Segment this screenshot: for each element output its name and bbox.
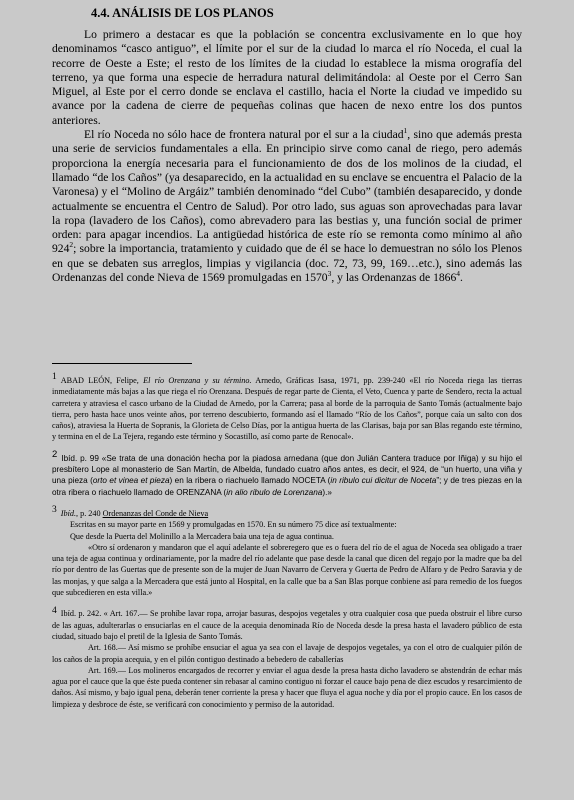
- footnotes: [52, 372, 522, 720]
- footnote-3-ordinance-title: Ordenanzas del Conde de Nieva: [102, 508, 209, 518]
- footnote-1-work: El río Orenzana y su término.: [143, 376, 252, 385]
- footnote-2: [52, 449, 522, 498]
- footnote-3: [52, 505, 522, 598]
- footnote-4-art-168: Art. 168.— Así mismo se prohíbe ensuciar el agua ya sea con el lavaje de despojos vegetales, ya con el otro de cualquier pilón de los caños de la propia acequia, y en el pilón contiguo destinado a bebedero de caballerías: [52, 643, 522, 664]
- footnote-3-page: , p. 240: [76, 508, 103, 518]
- footnote-1-author: ABAD LEÓN, Felipe,: [60, 376, 144, 385]
- footnote-ref-3[interactable]: 3: [327, 269, 332, 279]
- footnote-3-quote: «Otro sí ordenaron y mandaron que el aquí adelante el sobreregero que es o fuera del río de el agua de Noceda sea obligado a traer una teja de agua continua y ordinariamente, por la madre del río adelante que pase desde la canal que dicen del regajo por la madre que ba del río por dentro de las Guertas que de presente son de la mujer de Juan Navarro de Cervera y Guerta de Pedro de Alfaro y de Pedro Saravia y de las monjas, y que salga a la Mercadera que está junto al Hospital, en la calle que ba a San Blas porque conbiene así para remedio de los fuegos que subcedieren en esta villa.»: [52, 542, 522, 598]
- footnote-ref-2[interactable]: 2: [69, 240, 74, 250]
- paragraph-1: Lo primero a destacar es que la población se concentra exclusivamente en lo que hoy denominamos “casco antiguo”, el límite por el sur de la ciudad lo marca el río Noceda, el cual la recorre de Oeste a Este; el resto de los límites de la ciudad lo establece la misma orografía del terreno, ya que forma una especie de herradura natural delimitándola: al Oeste por el Cerro San Miguel, al Este por el cerro donde se enclava el castillo, hacia el Norte la ciudad ve impedido su avance por la cadena de cierre de pequeñas colinas que hacen de nexo entre los dos puntos anteriores.: [52, 28, 522, 127]
- footnote-4: [52, 605, 522, 710]
- footnote-2-text-4: ”; y de tres piezas en la otra ribera o riachuelo llamado de ORENZANA (: [52, 476, 522, 497]
- footnote-ref-1[interactable]: 1: [403, 126, 408, 136]
- footnote-3-line-1: Escritas en su mayor parte en 1569 y promulgadas en 1570. En su número 75 dice así textualmente:: [70, 520, 397, 530]
- footnote-2-latin-1: orto et vinea et pieza: [92, 476, 170, 486]
- footnote-4-text-1: Ibíd. p. 242. « Art. 167.— Se prohíbe lavar ropa, arrojar basuras, despojos vegetales y otra cualquier cosa que pueda obstruir el libre curso de las aguas, adulterarlas o ensuciarlas en el cauce de la acequia denominada Río de Noceda desde la presa hasta el lavadero público de esta ciudad, situado bajo el pretil de la Iglesia de Santo Tomás.: [52, 609, 522, 641]
- footnote-2-latin-2: in ribulo cui dicitur de Noceta: [330, 476, 437, 486]
- footnote-2-text-2: “un huerto, una viña y una pieza (: [52, 465, 522, 486]
- footnote-3-ibid: Ibíd.: [60, 508, 76, 518]
- footnote-3-header: [52, 505, 522, 519]
- footnote-2-latin-3: in alio ribulo de Lorenzana: [226, 487, 323, 497]
- footnote-3-line-2: Que desde la Puerta del Molinillo a la Mercadera baia una teja de agua continua.: [70, 531, 334, 541]
- paragraph-2-part-b: , sino que además presta una serie de servicios fundamentales a ella. En principio sirve como canal de riego, pero además proporciona la energía necesaria para el funcionamiento de dos de los molinos de la ciudad, el llamado “de los Caños” (ya desaparecido, en la actualidad en su enclave se encuentra el Palacio de la Varonesa) y el “Molino de Argáiz” también denominado “del Cubo” (también desaparecido, y donde actualmente se encuentra el Centro de Salud). Por otro lado, sus aguas son aprovechadas para lavar la ropa (lavadero de los Caños), como abrevadero para las bestias y, una función social de primer orden: para apagar incendios. La antigüedad histórica de este río se remonta como mínimo al año 924: [52, 128, 522, 256]
- footnote-number-1: 1: [52, 372, 57, 383]
- footnote-divider: [52, 363, 192, 364]
- footnote-1: [52, 372, 522, 443]
- footnote-number-3: 3: [52, 505, 57, 516]
- main-text: [52, 28, 522, 285]
- footnote-2-text-3: ) en la ribera o riachuelo llamado NOCETA (: [169, 476, 331, 486]
- paragraph-2-part-e: .: [460, 271, 463, 285]
- paragraph-2-part-a: El río Noceda no sólo hace de frontera natural por el sur a la ciudad: [84, 128, 404, 142]
- footnote-ref-4[interactable]: 4: [456, 269, 461, 279]
- footnote-4-art-167: [52, 605, 522, 642]
- paragraph-2: [52, 128, 522, 285]
- footnote-4-art-169: Art. 169.— Los molineros encargados de recorrer y enviar el agua desde la presa hasta dicho lavadero se abstendrán de echar más agua por el cauce que la que éste pueda contener sin rebasar al camino contiguo ni forzar el cauce bajo pena de diez escudos y resarcimiento de daños. Así mismo, y bajo igual pena, deberán tener corriente la presa y hacer que fluya el agua noche y día por el propio cauce. En los casos de limpieza y desbroce de éste, se verificará con conocimiento y permiso de la autoridad.: [52, 665, 522, 709]
- footnote-2-text-5: ).»: [322, 487, 332, 497]
- footnote-1-text: Arnedo, Gráficas Isasa, 1971, pp. 239-240 «El río Noceda riega las tierras inmediatamente más bajas a las que riega el río Orenzana. Después de regar parte de Cienta, el Veto, Cuenca y parte de Sendero, recta la actual carretera y atraviesa el casco urbano de la Ciudad de Arnedo, por la Carrera; pasa al borde de la parroquia de Santo Tomás (actualmente bajo tierra, pero hasta hace unos veinte años, por terreno descubierto, formando así el llamado “Río de los Caños”, porque caía un salto con dos caños), atraviesa la Huerta de Sopranis, la Glorieta de Celso Días, por la antigua huerta de las Clarisas, baja por san Blas regando este término, y termina en el de La Tejera, regando este término y Socastillo, así como parte de Renocal».: [52, 376, 522, 442]
- footnote-number-2: 2: [52, 449, 58, 461]
- paragraph-2-part-c: ; sobre la importancia, tratamiento y cuidado que de él se hace lo demuestran no sólo los Plenos en que se debaten sus arreglos, limpias y vigilancia (doc. 72, 73, 99, 169…etc.), sino además las Ordenanzas del conde Nieva de 1569 promulgadas en 1570: [52, 242, 522, 285]
- footnote-2-text-1: Ibíd. p. 99 «Se trata de una donación hecha por la piadosa arnedana (que don Julián Cantera traduce por Iñiga) y su hijo el presbítero Lope al monasterio de San Martín, de Albelda, fundado cuatro años antes, es decir, el 924, de: [52, 453, 522, 475]
- footnote-number-4: 4: [52, 605, 57, 616]
- paragraph-2-part-d: , y las Ordenanzas de 1866: [331, 271, 457, 285]
- section-title: 4.4. ANÁLISIS DE LOS PLANOS: [91, 6, 274, 20]
